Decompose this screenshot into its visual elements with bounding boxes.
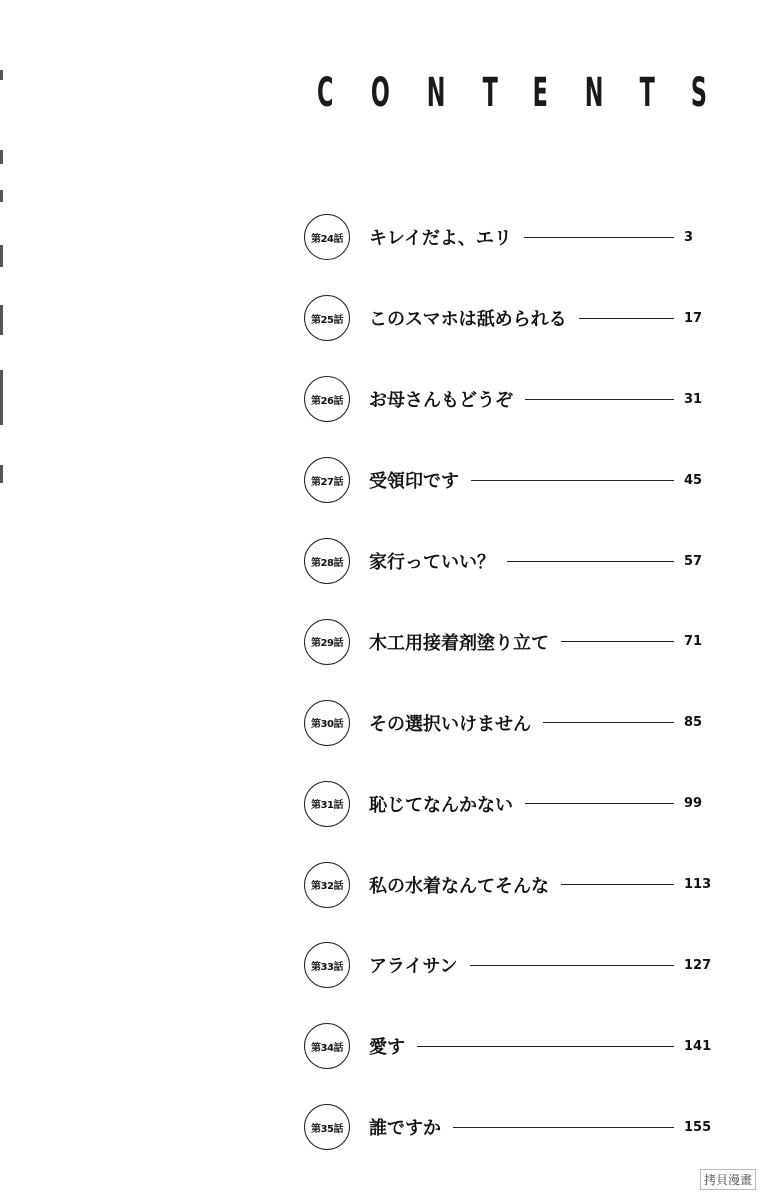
chapter-number-badge: 第35話 [304, 1104, 350, 1150]
chapter-number-badge: 第33話 [304, 942, 350, 988]
leader-line [579, 318, 674, 319]
leader-line [561, 641, 674, 642]
leader-line [453, 1127, 674, 1128]
title-letter: S [690, 70, 708, 116]
table-of-contents [304, 197, 724, 1168]
page-number: 45 [684, 472, 703, 488]
page-number: 57 [684, 553, 703, 569]
page-number: 113 [684, 877, 712, 893]
chapter-number-badge: 第28話 [304, 538, 350, 584]
title-letter: E [532, 70, 549, 116]
page-number: 141 [684, 1038, 712, 1054]
chapter-title: 私の水着なんてそんな [369, 875, 549, 897]
toc-entry[interactable] [304, 844, 724, 925]
title-letter: T [640, 70, 656, 116]
toc-entry[interactable] [304, 763, 724, 844]
chapter-title: その選択いけません [369, 713, 531, 735]
chapter-title: 愛す [369, 1037, 405, 1059]
chapter-title: 受領印です [369, 471, 459, 493]
page-number: 85 [684, 715, 703, 731]
page-number: 31 [684, 391, 703, 407]
chapter-number-badge: 第34話 [304, 1023, 350, 1069]
contents-title [312, 68, 712, 118]
leader-line [543, 722, 674, 723]
toc-entry[interactable] [304, 359, 724, 440]
leader-line [471, 480, 674, 481]
chapter-title: キレイだよ、エリ [369, 228, 512, 250]
toc-entry[interactable] [304, 925, 724, 1006]
leader-line [525, 803, 674, 804]
chapter-number-badge: 第29話 [304, 619, 350, 665]
leader-line [417, 1046, 674, 1047]
leader-line [561, 884, 674, 885]
toc-entry[interactable] [304, 278, 724, 359]
title-letter: O [370, 70, 390, 116]
chapter-title: このスマホは舐められる [369, 309, 567, 331]
page-number: 127 [684, 957, 712, 973]
page-number: 155 [684, 1119, 712, 1135]
toc-entry[interactable] [304, 1087, 724, 1168]
leader-line [507, 561, 674, 562]
chapter-number-badge: 第31話 [304, 781, 350, 827]
toc-entry[interactable] [304, 601, 724, 682]
page-number: 17 [684, 310, 703, 326]
toc-entry[interactable] [304, 1006, 724, 1087]
leader-line [525, 399, 674, 400]
toc-entry[interactable] [304, 197, 724, 278]
chapter-number-badge: 第24話 [304, 214, 350, 260]
page-number: 3 [684, 229, 694, 245]
chapter-title: 誰ですか [369, 1118, 441, 1140]
title-letter: N [584, 70, 604, 116]
toc-entry[interactable] [304, 440, 724, 521]
title-letter: N [427, 70, 446, 116]
chapter-title: アライサン [369, 956, 458, 978]
chapter-title: 家行っていい？ [369, 552, 495, 573]
toc-entry[interactable] [304, 521, 724, 602]
chapter-number-badge: 第32話 [304, 862, 350, 908]
leader-line [470, 965, 674, 966]
page-number: 99 [684, 796, 703, 812]
site-watermark: 拷貝漫畫 [700, 1169, 756, 1190]
chapter-number-badge: 第27話 [304, 457, 350, 503]
chapter-title: 木工用接着剤塗り立て [369, 632, 549, 654]
chapter-number-badge: 第26話 [304, 376, 350, 422]
chapter-number-badge: 第25話 [304, 295, 350, 341]
chapter-title: 恥じてなんかない [369, 794, 513, 816]
page-number: 71 [684, 634, 703, 650]
title-letter: C [317, 70, 334, 116]
chapter-number-badge: 第30話 [304, 700, 350, 746]
page-edge-marks [0, 70, 4, 490]
leader-line [524, 237, 674, 238]
chapter-title: お母さんもどうぞ [369, 390, 513, 412]
title-letter: T [482, 70, 498, 116]
toc-entry[interactable] [304, 682, 724, 763]
